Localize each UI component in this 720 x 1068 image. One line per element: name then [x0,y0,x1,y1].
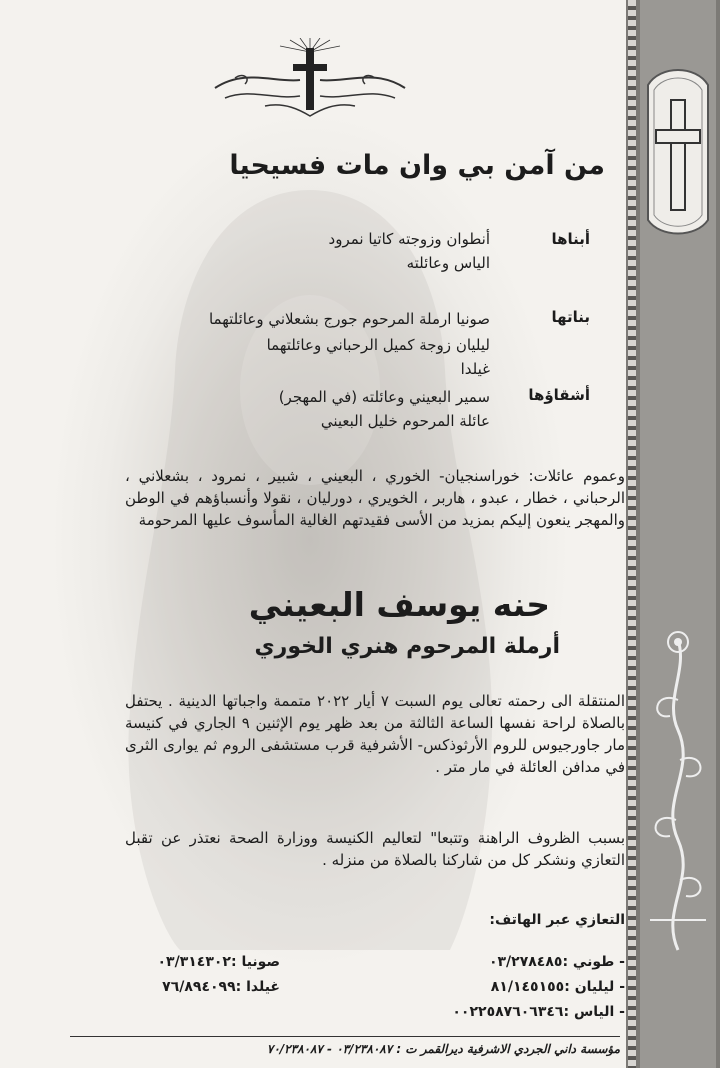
floral-vine-icon [640,620,716,960]
headline-verse: من آمن بي وان مات فسيحيا [229,150,605,181]
daughters-label: بناتها [551,308,590,326]
siblings-line-1: سمير البعيني وعائلته (في المهجر) [278,388,490,406]
phone-entry-toni: - طوني :٠٣/٢٧٨٤٨٥ [488,954,625,970]
footer-divider [70,1036,620,1037]
funeral-home-footer: مؤسسة داني الجردي الاشرفية ديرالقمر ت : ٠٣/٢٣٨٠٨٧ - ٧٠/٢٣٨٠٨٧ [266,1042,620,1056]
deceased-title: أرملة المرحوم هنري الخوري [254,634,560,659]
phone-condolences-title: التعازي عبر الهاتف: [489,912,625,928]
daughters-line-2: ليليان زوجة كميل الرحباني وعائلتهما [266,336,490,354]
siblings-label: أشقاؤها [528,386,590,404]
families-paragraph: وعموم عائلات: خوراسنجيان- الخوري ، البعيني ، شبير ، نمرود ، بشعلاني ، الرحباني ، خطار ، عبدو ، هاربر ، الخويري ، دورليان ، نقولا وأنسباؤهم في الوطن والمهجر ينعون إليكم بمزيد من الأسى فقيدتهم الغالية المأسوف عليها المرحومة [125,467,625,529]
phone-entry-liliane: - ليليان :٨١/١٤٥١٥٥ [490,979,625,995]
siblings-line-2: عائلة المرحوم خليل البعيني [320,412,490,430]
cross-ornament-icon [205,38,415,120]
chain-border [628,0,636,1068]
phone-entry-elias: - الياس :٠٠٢٢٥٨٧٦٠٦٣٤٦ [452,1004,625,1020]
sons-line-1: أنطوان وزوجته كاتيا نمرود [328,230,490,248]
phone-entry-gilda: غيلدا :٧٦/٨٩٤٠٩٩ [162,979,280,995]
daughters-line-3: غيلدا [460,360,490,378]
deceased-name: حنه يوسف البعيني [248,585,550,624]
framed-cross-icon [640,60,716,240]
daughters-line-1: صونيا ارملة المرحوم جورج بشعلاني وعائلتهما [208,310,490,328]
sons-label: أبناها [551,230,590,248]
phone-entry-sonia: صونيا :٠٣/٣١٤٣٠٢ [157,954,280,970]
condolence-paragraph: بسبب الظروف الراهنة وتتبعا" لتعاليم الكنيسة ووزارة الصحة نعتذر عن تقبل التعازي ونشكر كل من شاركنا بالصلاة من منزله . [125,829,625,869]
funeral-paragraph: المنتقلة الى رحمته تعالى يوم السبت ٧ أيار ٢٠٢٢ متممة واجباتها الدينية . يحتفل بالصلاة لراحة نفسها الساعة الثالثة من بعد ظهر يوم الإثنين ٩ الجاري في كنيسة مار جاورجيوس للروم الأرثوذكس- الأشرفية قرب مستشفى الروم ثم يوارى الثرى في مدافن العائلة في مار متر . [125,692,625,776]
sons-line-2: الياس وعائلته [406,254,490,272]
